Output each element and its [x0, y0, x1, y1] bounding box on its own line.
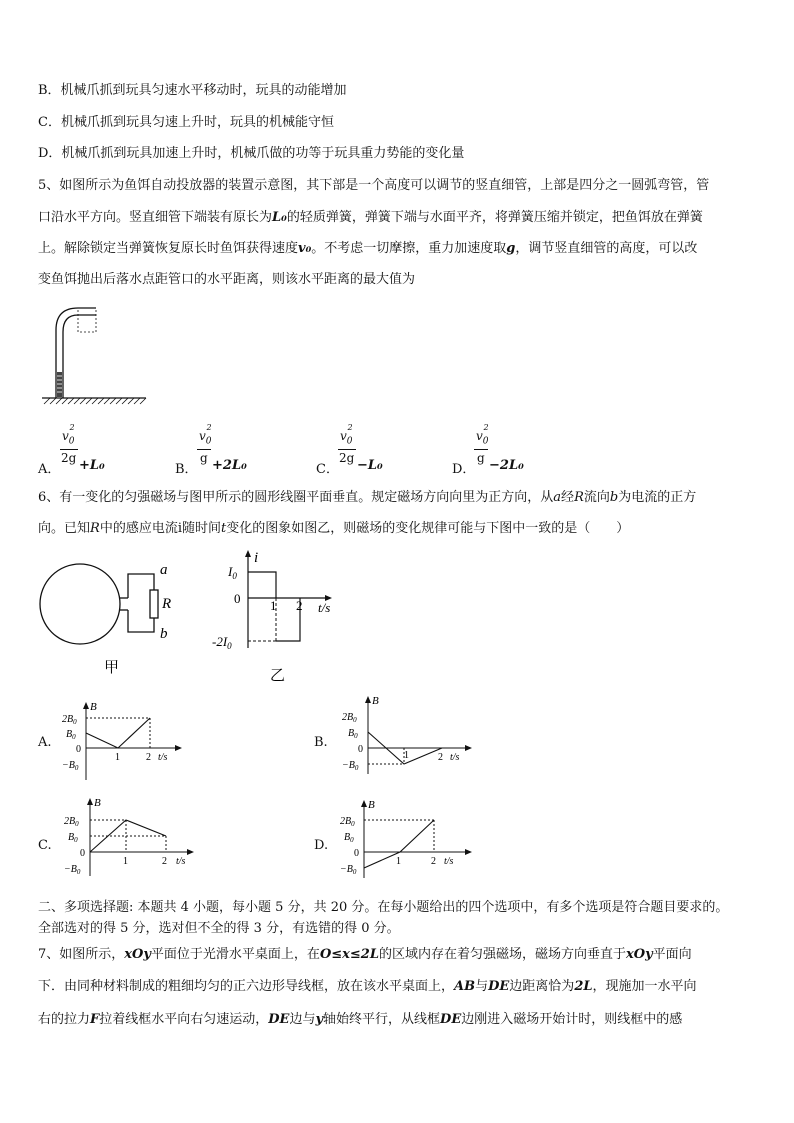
svg-text:B0: $B_0$: [66, 729, 76, 741]
svg-text:B: B: [372, 695, 379, 707]
caption-yi: 乙: [270, 668, 286, 684]
figure-yi: [208, 548, 348, 688]
q5-option-d-denominator: g: [477, 451, 485, 465]
graph-option-b: [338, 694, 478, 776]
svg-text:2: 2: [438, 752, 443, 763]
label-a: a: [160, 562, 168, 578]
svg-text:B: B: [368, 799, 375, 811]
svg-text:B0: $B_0$: [348, 728, 358, 740]
svg-text:B: B: [94, 797, 101, 809]
svg-text:2B0: $2B_0$: [62, 714, 77, 726]
figure-jia: [36, 560, 186, 680]
option-c-line: C．机械爪抓到玩具匀速上升时，玩具的机械能守恒: [38, 115, 334, 130]
tick-1: 1: [270, 598, 277, 613]
graph-option-c-letter: C.: [38, 838, 52, 853]
svg-text:0: 0: [358, 744, 363, 755]
label-zero: 0: [234, 591, 241, 606]
q5-option-a-letter: A．: [38, 462, 61, 477]
q6-line-2: 向。已知R中的感应电流i随时间t变化的图象如图乙，则磁场的变化规律可能与下图中一致的是（ ）: [38, 521, 630, 536]
option-b-line: B．机械爪抓到玩具匀速水平移动时，玩具的动能增加: [38, 83, 347, 98]
q5-option-b-numerator: $v_0^2$: [199, 423, 212, 447]
q5-figure: [36, 300, 156, 410]
q5-option-b-tail: +2L₀: [212, 458, 247, 473]
label-r: R: [162, 596, 172, 612]
section-2-line-1: 二、多项选择题: 本题共 4 小题，每小题 5 分，共 20 分。在每小题给出的四个选项中，有多个选项是符合题目要求的。: [38, 900, 729, 915]
q7-line-2: 下．由同种材料制成的粗细均匀的正六边形导线框，放在该水平桌面上，AB与DE边距离恰为2L，现施加一水平向: [38, 979, 697, 994]
q5-option-b-letter: B．: [175, 462, 198, 477]
graph-option-d-letter: D.: [314, 838, 329, 853]
q5-option-a-denominator: 2g: [61, 451, 77, 465]
svg-text:0: 0: [76, 744, 81, 755]
q5-option-b-denominator: g: [200, 451, 208, 465]
svg-text:1: 1: [115, 752, 120, 763]
q5-option-d-tail: −2L₀: [489, 458, 524, 473]
svg-text:1: 1: [123, 856, 128, 867]
svg-text:1: 1: [404, 750, 409, 761]
graph-option-a: [58, 700, 188, 782]
q5-option-c-letter: C．: [316, 462, 339, 477]
svg-text:2: 2: [146, 752, 151, 763]
q5-line-4: 变鱼饵抛出后落水点距管口的水平距离，则该水平距离的最大值为: [38, 272, 416, 287]
svg-text:t/s: t/s: [444, 856, 454, 867]
svg-text:−B0: $-B_0$: [342, 760, 359, 772]
svg-text:−B0: $-B_0$: [340, 864, 357, 876]
svg-text:2: 2: [162, 856, 167, 867]
svg-text:1: 1: [396, 856, 401, 867]
q5-option-c-numerator: $v_0^2$: [340, 423, 353, 447]
label-neg2i0: $-2I_0$: [212, 634, 232, 651]
svg-text:2B0: $2B_0$: [342, 712, 357, 724]
svg-text:t/s: t/s: [158, 752, 168, 763]
svg-text:t/s: t/s: [176, 856, 186, 867]
svg-text:B0: $B_0$: [344, 832, 354, 844]
label-i0: $I_0$: [228, 564, 237, 581]
caption-jia: 甲: [104, 660, 120, 676]
option-d-line: D．机械爪抓到玩具加速上升时，机械爪做的功等于玩具重力势能的变化量: [38, 146, 465, 161]
q5-option-d-numerator: $v_0^2$: [476, 423, 489, 447]
q5-line-2: 口沿水平方向。竖直细管下端装有原长为L₀的轻质弹簧，弹簧下端与水面平齐，将弹簧压缩并锁定，把鱼饵放在弹簧: [38, 210, 703, 225]
q5-option-a-tail: +L₀: [79, 458, 105, 473]
svg-text:t/s: t/s: [450, 752, 460, 763]
tick-2: 2: [296, 598, 303, 613]
q5-option-d-letter: D．: [452, 462, 476, 477]
svg-text:−B0: $-B_0$: [62, 760, 79, 772]
svg-text:−B0: $-B_0$: [64, 864, 81, 876]
q5-option-a-numerator: $v_0^2$: [62, 423, 75, 447]
graph-option-a-letter: A.: [38, 735, 52, 750]
svg-text:0: 0: [354, 848, 359, 859]
q5-line-3: 上。解除锁定当弹簧恢复原长时鱼饵获得速度v₀。不考虑一切摩擦，重力加速度取g，调节竖直细管的高度，可以改: [38, 241, 698, 256]
svg-text:B: B: [90, 701, 97, 713]
q5-line-1: 5、如图所示为鱼饵自动投放器的装置示意图，其下部是一个高度可以调节的竖直细管，上部是四分之一圆弧弯管，管: [38, 178, 710, 193]
graph-option-b-letter: B.: [314, 735, 328, 750]
axis-i: i: [254, 550, 259, 566]
section-2-line-2: 全部选对的得 5 分，选对但不全的得 3 分，有选错的得 0 分。: [38, 921, 400, 936]
q6-line-1: 6、有一变化的匀强磁场与图甲所示的圆形线圈平面垂直。规定磁场方向向里为正方向，从a经R流向b为电流的正方: [38, 490, 697, 505]
svg-text:2B0: $2B_0$: [64, 816, 79, 828]
graph-option-d: [338, 798, 478, 880]
svg-text:2: 2: [431, 856, 436, 867]
svg-text:0: 0: [80, 848, 85, 859]
q7-line-1: 7、如图所示，xOy平面位于光滑水平桌面上，在O≤x≤2L的区域内存在着匀强磁场，磁场方向垂直于xOy平面向: [38, 947, 692, 962]
axis-t: t/s: [318, 600, 331, 615]
graph-option-c: [62, 796, 202, 878]
q5-option-c-denominator: 2g: [339, 451, 355, 465]
q7-line-3: 右的拉力F拉着线框水平向右匀速运动，DE边与y轴始终平行，从线框DE边刚进入磁场开始计时，则线框中的感: [38, 1012, 683, 1027]
q5-option-c-tail: −L₀: [357, 458, 383, 473]
svg-text:B0: $B_0$: [68, 832, 78, 844]
svg-text:2B0: $2B_0$: [340, 816, 355, 828]
label-b: b: [160, 626, 168, 642]
